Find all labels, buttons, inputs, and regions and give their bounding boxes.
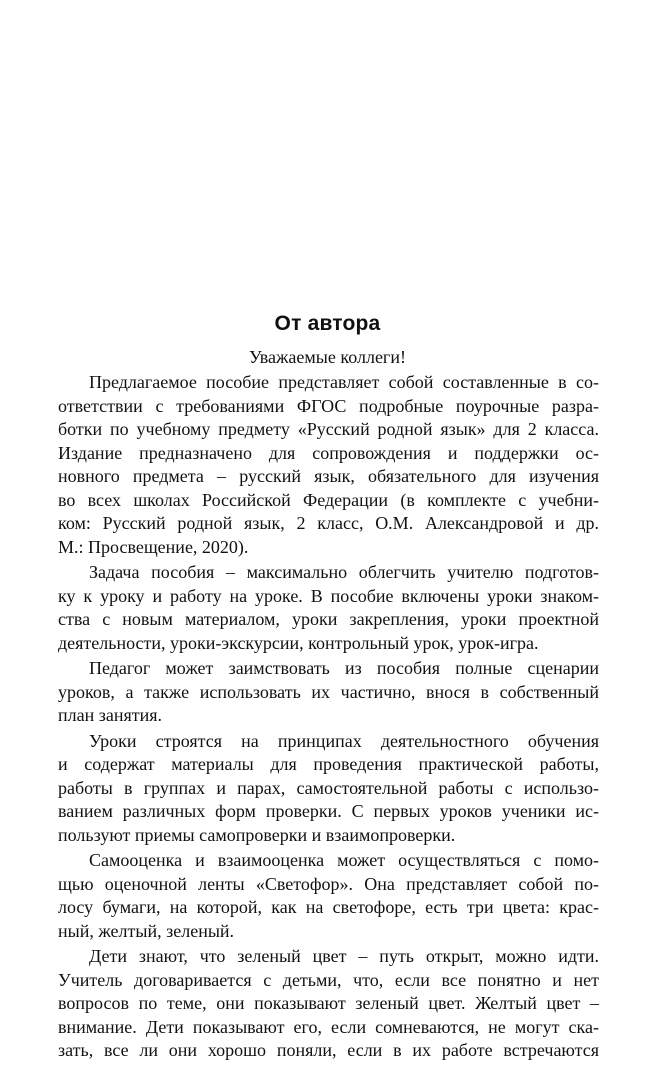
text-line: работы в группах и парах, самостоятельной работы с использо- [58,777,599,798]
text-line: ванием различных форм проверки. С первых уроков ученики ис- [58,801,599,821]
text-line: ботки по учебному предмету «Русский родной язык» для 2 класса. [58,419,599,439]
text-line: щью оценочной ленты «Светофор». Она представляет собой по- [58,873,599,894]
text-line: ку к уроку и работу на уроке. В пособие включены уроки знаком- [58,585,599,606]
text-line: новного предмета – русский язык, обязательного для изучения [58,466,599,486]
text-line: Педагог может заимствовать из пособия полные сценарии [89,658,599,678]
text-line: ком: Русский родной язык, 2 класс, О.М. Александровой и др. [58,513,599,533]
text-line: Самооценка и взаимооценка может осуществляться с помо- [89,850,599,870]
text-line: Издание предназначено для сопровождения и поддержки ос- [58,442,599,463]
salutation: Уважаемые коллеги! [249,347,406,367]
paragraph [58,657,599,728]
text-line: вопросов по теме, они показывают зеленый цвет. Желтый цвет – [58,993,599,1013]
text-line: ный, желтый, зеленый. [58,920,235,941]
text-line: пользуют приемы самопроверки и взаимопроверки. [58,824,456,845]
text-line: уроков, а также использовать их частично, внося в собственный [58,681,599,702]
section-heading: От автора [274,312,381,335]
text-line: М.: Просвещение, 2020). [58,536,249,557]
text-line: Задача пособия – максимально облегчить учителю подготов- [89,562,599,582]
paragraph [58,730,599,848]
paragraph [58,561,599,655]
text-line: во всех школах Российской Федерации (в комплекте с учебни- [58,489,599,510]
text-line: и содержат материалы для проведения практической работы, [58,754,599,774]
text-line: деятельности, уроки-экскурсии, контрольный урок, урок-игра. [58,632,539,653]
text-line: план занятия. [58,705,163,725]
text-line: внимание. Дети показывают его, если сомневаются, не могут ска- [58,1016,599,1037]
text-line: Уроки строятся на принципах деятельностного обучения [89,730,599,751]
text-line: ответствии с требованиями ФГОС подробные поурочные разра- [58,395,599,416]
text-line: Предлагаемое пособие представляет собой составленные в со- [89,372,599,392]
text-line: Дети знают, что зеленый цвет – путь открыт, можно идти. [89,946,599,966]
paragraph [58,371,599,559]
body-text [58,371,599,1065]
paragraph [58,849,599,943]
text-line: ства с новым материалом, уроки закрепления, уроки проектной [58,609,599,629]
text-line: лосу бумаги, на которой, как на светофоре, есть три цвета: крас- [58,897,599,917]
text-line: Учитель договаривается с детьми, что, если все понятно и нет [58,969,599,990]
paragraph [58,945,599,1063]
text-line: зать, все ли они хорошо поняли, если в их работе встречаются [58,1040,599,1060]
